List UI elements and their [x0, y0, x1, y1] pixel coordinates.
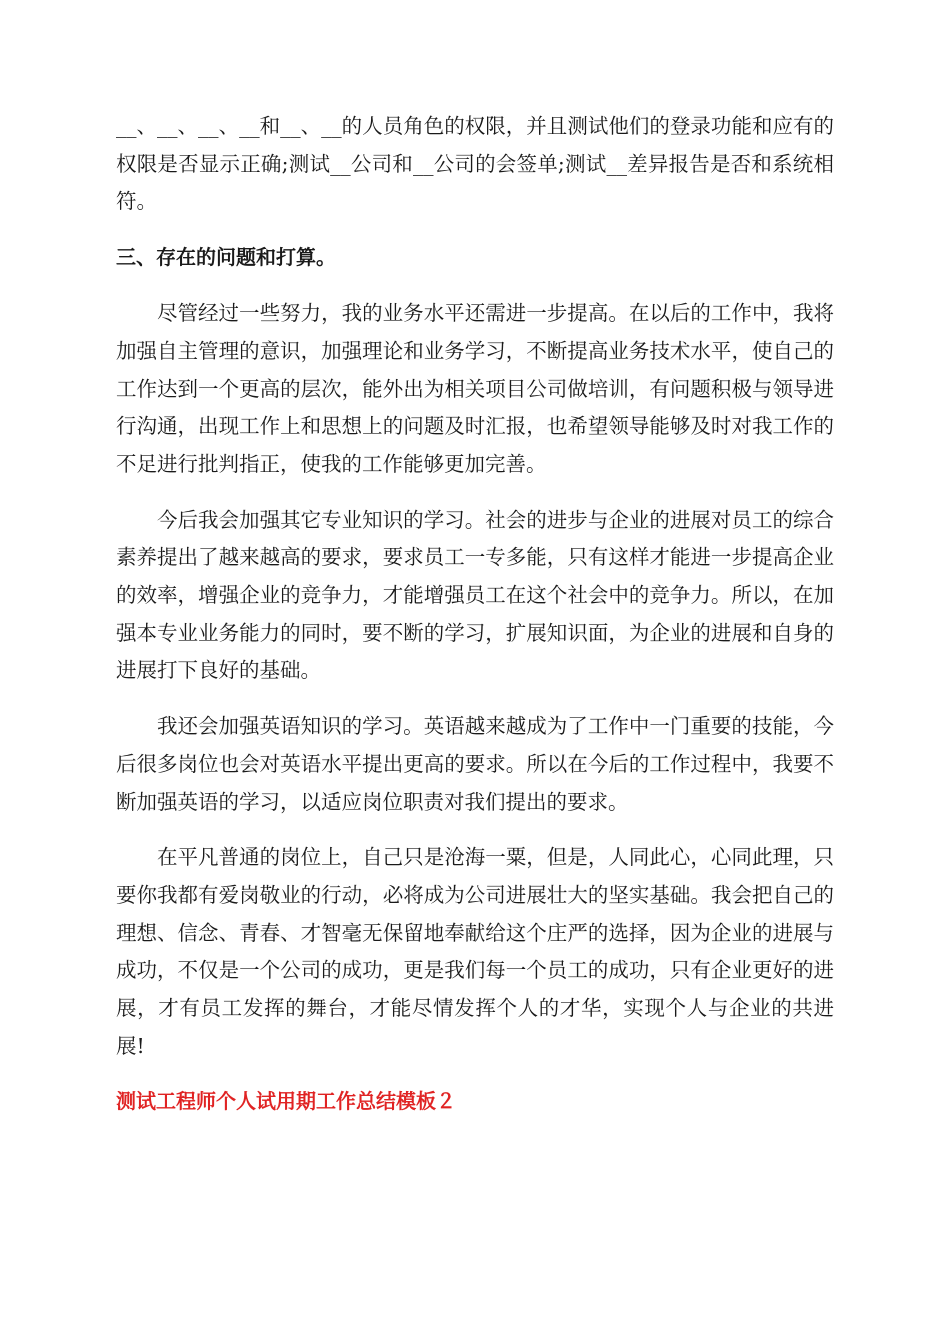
paragraph-english-learning: 我还会加强英语知识的学习。英语越来越成为了工作中一门重要的技能，今后很多岗位也会对英语水平提出更高的要求。所以在今后的工作过程中，我要不断加强英语的学习，以适应岗位职责对我们提出的要求。 [116, 714, 834, 814]
next-document-title: 测试工程师个人试用期工作总结模板２ [116, 1089, 456, 1114]
paragraph-dedication: 在平凡普通的岗位上，自己只是沧海一粟，但是，人同此心，心同此理，只要你我都有爱岗敬业的行动，必将成为公司进展壮大的坚实基础。我会把自己的理想、信念、青春、才智毫无保留地奉献给这个庄严的选择，因为企业的进展与成功，不仅是一个公司的成功，更是我们每一个员工的成功，只有企业更好的进展，才有员工发挥的舞台，才能尽情发挥个人的才华，实现个人与企业的共进展! [116, 845, 834, 1058]
paragraph-improvement: 尽管经过一些努力，我的业务水平还需进一步提高。在以后的工作中，我将加强自主管理的意识，加强理论和业务学习，不断提高业务技术水平，使自己的工作达到一个更高的层次，能外出为相关项目公司做培训，有问题积极与领导进行沟通，出现工作上和思想上的问题及时汇报，也希望领导能够及时对我工作的不足进行批判指正，使我的工作能够更加完善。 [116, 301, 834, 476]
document-page [116, 108, 834, 1119]
section-heading: 三、存在的问题和打算。 [116, 245, 336, 270]
intro-paragraph: __、__、__、__和__、__的人员角色的权限，并且测试他们的登录功能和应有的权限是否显示正确;测试__公司和__公司的会签单;测试__差异报告是否和系统相符。 [116, 114, 834, 214]
paragraph-professional-learning: 今后我会加强其它专业知识的学习。社会的进步与企业的进展对员工的综合素养提出了越来越高的要求，要求员工一专多能，只有这样才能进一步提高企业的效率，增强企业的竞争力，才能增强员工在这个社会中的竞争力。所以，在加强本专业业务能力的同时，要不断的学习，扩展知识面，为企业的进展和自身的进展打下良好的基础。 [116, 507, 834, 683]
